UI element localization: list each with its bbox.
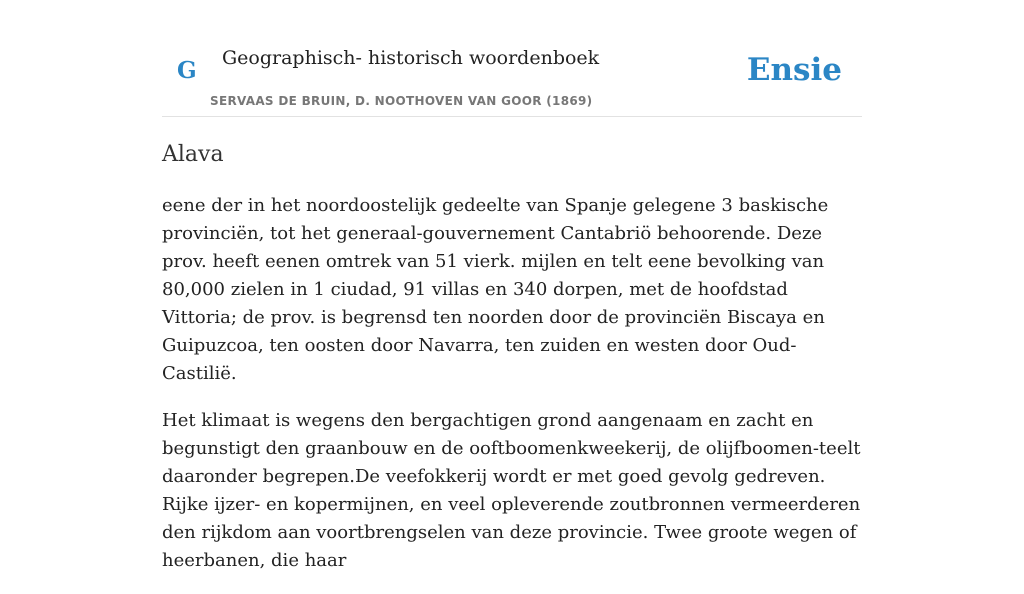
book-initial-logo[interactable]: G bbox=[177, 57, 197, 84]
entry-paragraph: eene der in het noordoostelijk gedeelte van Spanje gelegene 3 baskische provinciën, tot het generaal-gouvernement Cantabriö behoorende. Deze prov. heeft eenen omtrek van 51 vierk. mijlen en telt eene bevolking van 80,000 zielen in 1 ciudad, 91 villas en 340 dorpen, met de hoofdstad Vittoria; de prov. is begrensd ten noorden door de provinciën Biscaya en Guipuzcoa, ten oosten door Navarra, ten zuiden en westen door Oud-Castilië. bbox=[162, 195, 829, 384]
ensie-logo[interactable]: Ensie bbox=[746, 52, 842, 88]
book-header bbox=[162, 0, 862, 117]
entry-title: Alava bbox=[162, 142, 224, 167]
entry-body bbox=[162, 192, 866, 594]
book-title-link[interactable]: Geographisch- historisch woordenboek bbox=[222, 47, 600, 69]
book-author: SERVAAS DE BRUIN, D. NOOTHOVEN VAN GOOR (1869) bbox=[210, 94, 593, 108]
entry-paragraph: Het klimaat is wegens den bergachtigen grond aangenaam en zacht en begunstigt den graanbouw en de ooftboomenkweekerij, de olijfboomen-teelt daaronder begrepen.De veefokkerij wordt er met goed gevolg gedreven. Rijke ijzer- en kopermijnen, en veel opleverende zoutbronnen vermeerderen den rijkdom aan voortbrengselen van deze provincie. Twee groote wegen of heerbanen, die haar bbox=[162, 410, 861, 571]
